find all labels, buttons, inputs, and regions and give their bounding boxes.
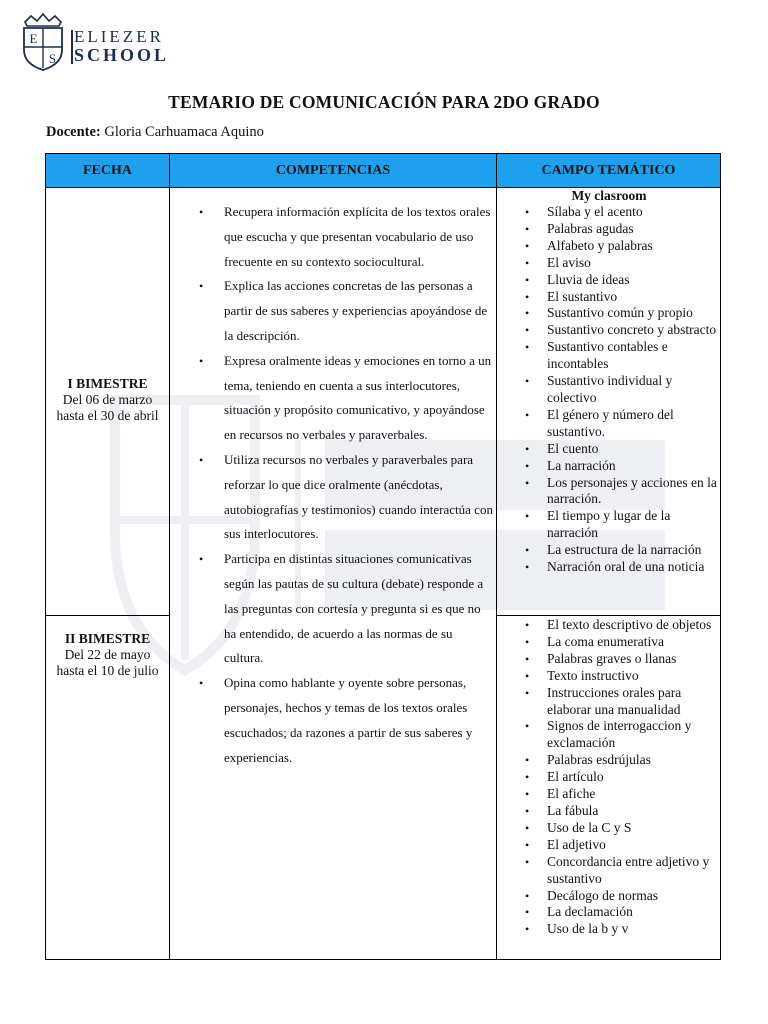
topic-item: • El sustantivo bbox=[520, 289, 720, 306]
topic-item: • El afiche bbox=[520, 786, 720, 803]
topic-item: • Los personajes y acciones en la narración. bbox=[520, 475, 720, 509]
topic-item: • Palabras graves o llanas bbox=[520, 651, 720, 668]
competencia-item: • Opina como hablante y oyente sobre personas, personajes, hechos y temas de los textos orales escuchados; da razones a partir de sus saberes y experiencias. bbox=[196, 671, 494, 770]
topics-list-1 bbox=[520, 204, 720, 576]
topic-item: • El aviso bbox=[520, 255, 720, 272]
period-2-name: II BIMESTRE bbox=[64, 631, 151, 646]
competencia-item: • Recupera información explícita de los textos orales que escucha y que presentan vocabulario de uso frecuente en su contexto sociocultural. bbox=[196, 200, 494, 274]
topic-item: • Sustantivo común y propio bbox=[520, 305, 720, 322]
header-campo-tematico: CAMPO TEMÁTICO bbox=[497, 154, 720, 188]
column-divider-2 bbox=[496, 154, 497, 959]
document-title: TEMARIO DE COMUNICACIÓN PARA 2DO GRADO bbox=[168, 92, 600, 112]
topic-item: • El tiempo y lugar de la narración bbox=[520, 508, 720, 542]
topic-item: • La estructura de la narración bbox=[520, 542, 720, 559]
campo-section-title: My clasroom bbox=[571, 188, 647, 203]
topic-item: • Sílaba y el acento bbox=[520, 204, 720, 221]
competencia-item: • Explica las acciones concretas de las personas a partir de sus saberes y experiencias apoyándose de la descripción. bbox=[196, 274, 494, 348]
topic-item: • Instrucciones orales para elaborar una manualidad bbox=[520, 685, 720, 719]
teacher-label: Docente: bbox=[46, 124, 101, 140]
topic-item: • El cuento bbox=[520, 441, 720, 458]
period-2 bbox=[46, 631, 169, 679]
topic-item: • Lluvia de ideas bbox=[520, 272, 720, 289]
topic-item: • Palabras esdrújulas bbox=[520, 752, 720, 769]
topic-item: • Concordancia entre adjetivo y sustantivo bbox=[520, 854, 720, 888]
crest-letter-top: E bbox=[29, 31, 38, 46]
school-logo bbox=[19, 12, 170, 72]
topic-item: • La narración bbox=[520, 458, 720, 475]
topic-item: • Sustantivo individual y colectivo bbox=[520, 373, 720, 407]
period-1-start: Del 06 de marzo bbox=[62, 392, 153, 407]
topic-item: • Sustantivo contables e incontables bbox=[520, 339, 720, 373]
crest-icon bbox=[19, 12, 67, 72]
topic-item: • Decálogo de normas bbox=[520, 888, 720, 905]
topic-item: • El artículo bbox=[520, 769, 720, 786]
period-1-name: I BIMESTRE bbox=[67, 376, 148, 391]
topic-item: • La coma enumerativa bbox=[520, 634, 720, 651]
competencia-item: • Expresa oralmente ideas y emociones en torno a un tema, teniendo en cuenta a sus interlocutores, situación y propósito comunicativo, y apoyándose en recursos no verbales y paraverbales. bbox=[196, 349, 494, 448]
crest-letter-bottom: S bbox=[48, 51, 57, 66]
brand-line-1: ELIEZER bbox=[74, 27, 164, 46]
topic-item: • El género y número del sustantivo. bbox=[520, 407, 720, 441]
teacher-name: Gloria Carhuamaca Aquino bbox=[104, 124, 264, 140]
header-competencias: COMPETENCIAS bbox=[170, 154, 496, 188]
competencias-list bbox=[196, 200, 494, 770]
brand-line-2: SCHOOL bbox=[74, 45, 170, 65]
topic-item: • La declamación bbox=[520, 904, 720, 921]
competencia-item: • Participa en distintas situaciones comunicativas según las pautas de su cultura (debate) responde a las preguntas con cortesía y pregunta si es que no ha entendido, de acuerdo a las normas de su cultura. bbox=[196, 547, 494, 671]
topic-item: • La fábula bbox=[520, 803, 720, 820]
topic-item: • Narración oral de una noticia bbox=[520, 559, 720, 576]
period-1 bbox=[46, 376, 169, 424]
header-fecha: FECHA bbox=[46, 154, 169, 188]
topic-item: • Texto instructivo bbox=[520, 668, 720, 685]
logo-divider bbox=[71, 30, 73, 64]
topic-item: • El texto descriptivo de objetos bbox=[520, 617, 720, 634]
competencia-item: • Utiliza recursos no verbales y paraverbales para reforzar lo que dice oralmente (anécdotas, autobiografías y testimonios) cuando interactúa con sus interlocutores. bbox=[196, 448, 494, 547]
column-divider-1 bbox=[169, 154, 170, 959]
row-divider-campo bbox=[497, 615, 720, 616]
period-1-end: hasta el 30 de abril bbox=[56, 408, 159, 423]
period-2-end: hasta el 10 de julio bbox=[56, 663, 159, 678]
brand-name bbox=[74, 28, 169, 64]
row-divider-fecha bbox=[46, 615, 169, 616]
period-2-start: Del 22 de mayo bbox=[64, 647, 151, 662]
syllabus-table bbox=[45, 153, 721, 960]
topics-list-2 bbox=[520, 617, 720, 938]
topic-item: • Palabras agudas bbox=[520, 221, 720, 238]
topic-item: • El adjetivo bbox=[520, 837, 720, 854]
topic-item: • Sustantivo concreto y abstracto bbox=[520, 322, 720, 339]
topic-item: • Signos de interrogaccion y exclamación bbox=[520, 718, 720, 752]
topic-item: • Alfabeto y palabras bbox=[520, 238, 720, 255]
teacher-line bbox=[46, 124, 264, 141]
topic-item: • Uso de la C y S bbox=[520, 820, 720, 837]
topic-item: • Uso de la b y v bbox=[520, 921, 720, 938]
